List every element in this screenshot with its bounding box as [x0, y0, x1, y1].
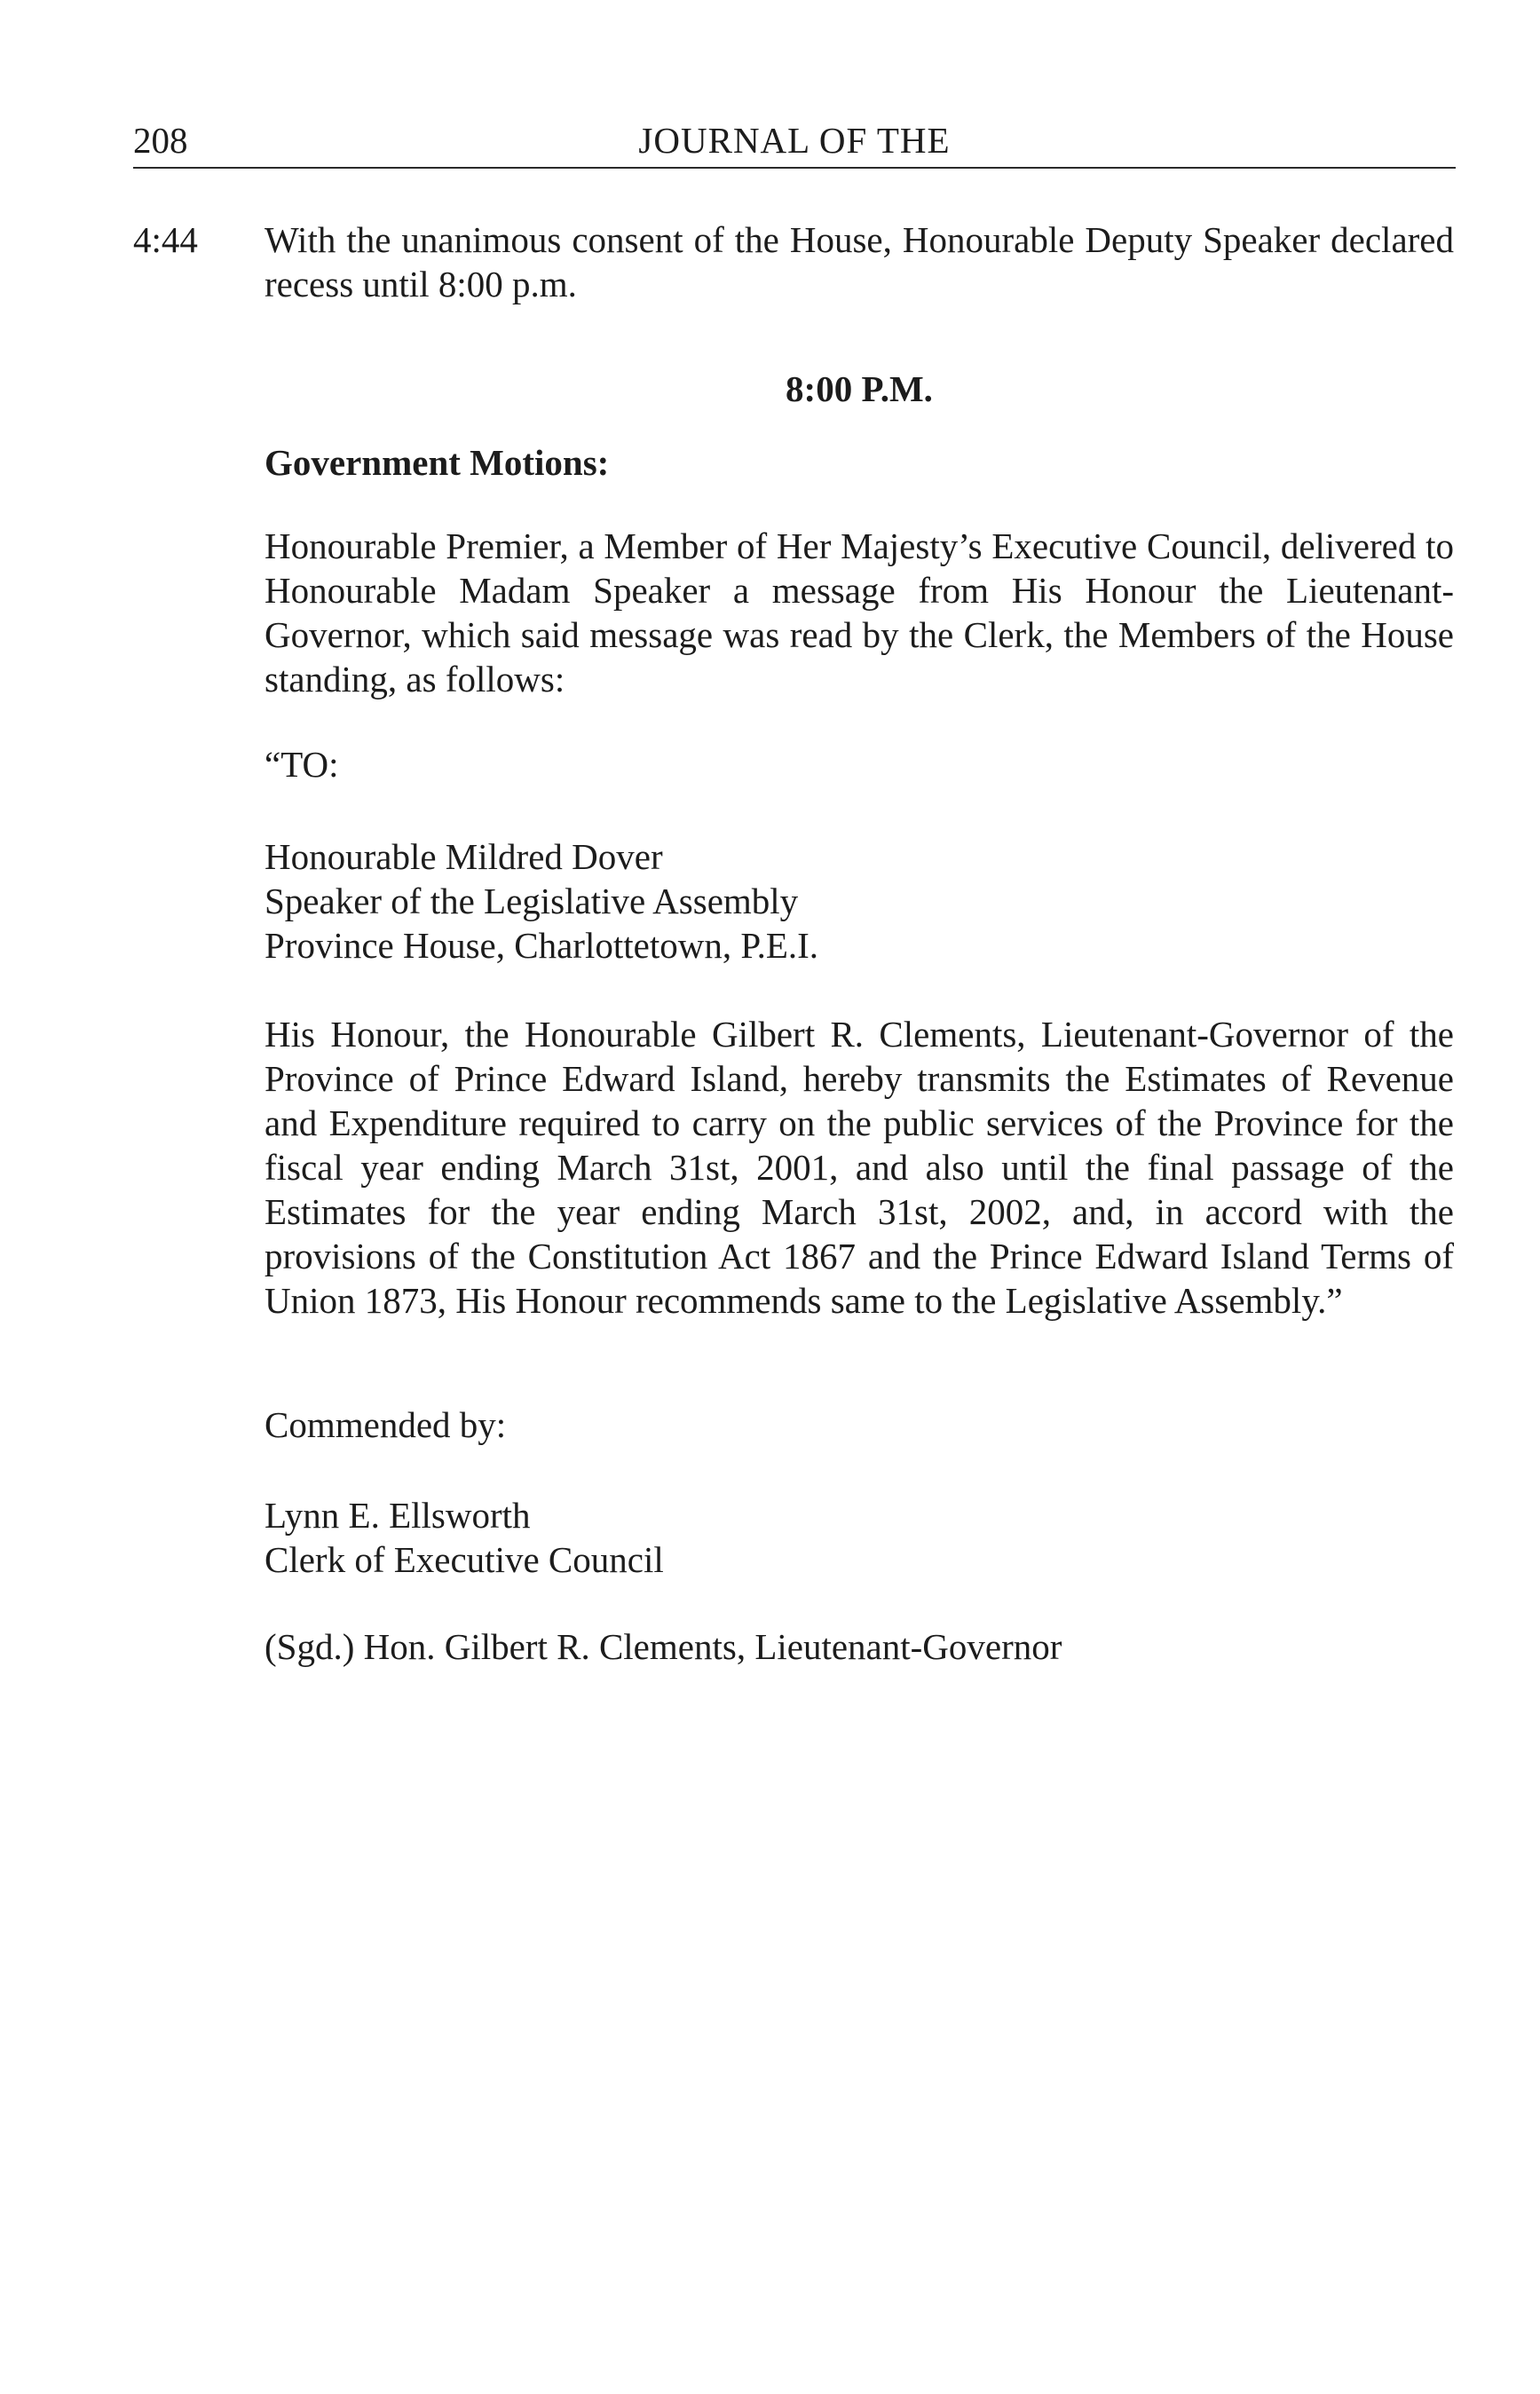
commended-by: Commended by: [265, 1404, 507, 1445]
page-number: 208 [133, 120, 188, 161]
message-intro: Honourable Premier, a Member of Her Majesty’s Executive Council, delivered to Honourable Madam Speaker a message from His Honour the Lieutenant-Governor, which said message was read by the Clerk, the Members of the House standing, as follows: [265, 525, 1454, 699]
clerk-block [265, 1493, 1454, 1582]
session-heading: 8:00 P.M. [786, 368, 933, 409]
page-header [133, 117, 1456, 169]
entry-time: 4:44 [133, 219, 198, 260]
clerk-title: Clerk of Executive Council [265, 1539, 664, 1580]
addressee-name: Honourable Mildred Dover [265, 836, 663, 877]
running-head: JOURNAL OF THE [638, 120, 951, 161]
addressee-block [265, 834, 1454, 968]
signature-line: (Sgd.) Hon. Gilbert R. Clements, Lieutenant-Governor [265, 1626, 1062, 1667]
message-body: His Honour, the Honourable Gilbert R. Clements, Lieutenant-Governor of the Province of Prince Edward Island, hereby transmits the Estimates of Revenue and Expenditure required to carry on the public services of the Province for the fiscal year ending March 31st, 2001, and also until the final passage of the Estimates for the year ending March 31st, 2002, and, in accord with the provisions of the Constitution Act 1867 and the Prince Edward Island Terms of Union 1873, His Honour recommends same to the Legislative Assembly.” [265, 1014, 1454, 1321]
addressee-location: Province House, Charlottetown, P.E.I. [265, 925, 819, 966]
clerk-name: Lynn E. Ellsworth [265, 1495, 531, 1536]
recess-entry: With the unanimous consent of the House, Honourable Deputy Speaker declared recess until 8:00 p.m. [265, 219, 1454, 304]
salutation: “TO: [265, 744, 339, 785]
section-heading: Government Motions: [265, 442, 610, 483]
addressee-title: Speaker of the Legislative Assembly [265, 881, 799, 921]
